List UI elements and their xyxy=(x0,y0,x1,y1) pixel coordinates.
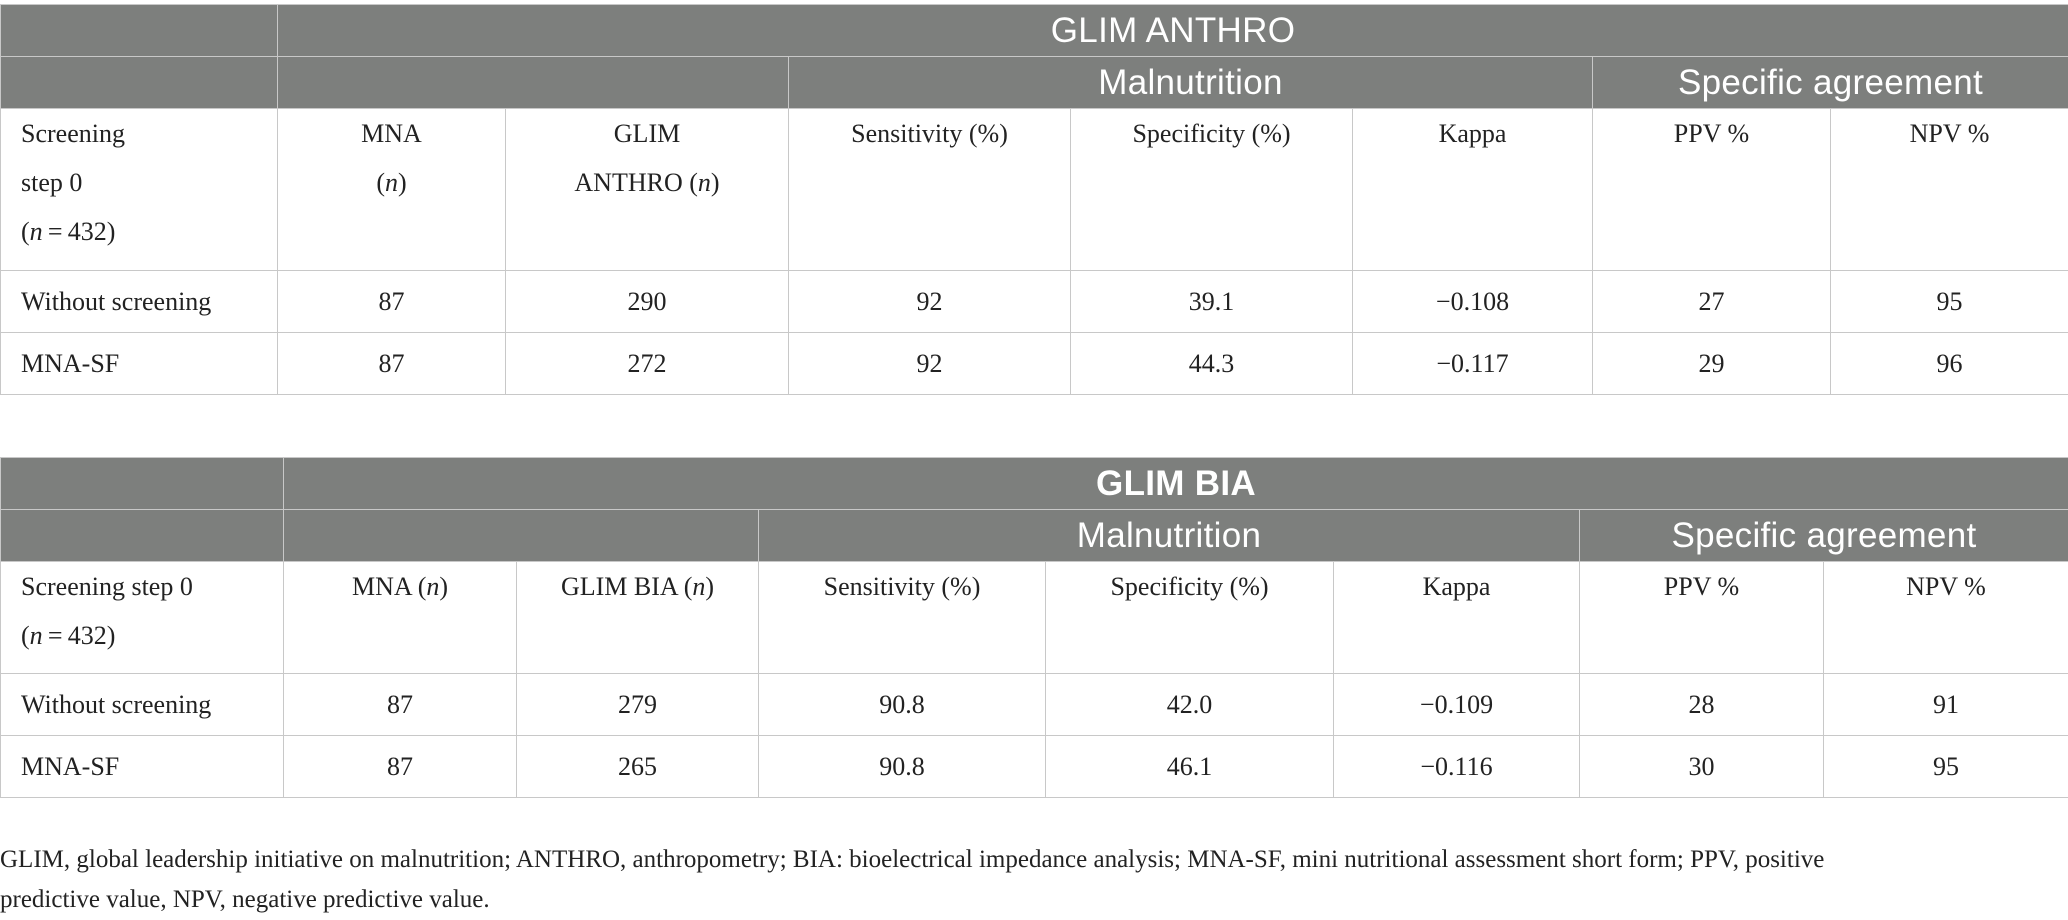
column-header-row xyxy=(1,109,2068,271)
cell-npv: 95 xyxy=(1824,736,2068,798)
cell-sensitivity: 92 xyxy=(789,333,1071,395)
col-header-kappa: Kappa xyxy=(1353,109,1593,271)
cell-glim: 290 xyxy=(506,271,789,333)
table-row xyxy=(1,674,2068,736)
group-header-malnutrition: Malnutrition xyxy=(759,510,1580,562)
cell-sensitivity: 90.8 xyxy=(759,674,1046,736)
footnote-line: GLIM, global leadership initiative on malnutrition; ANTHRO, anthropometry; BIA: bioelectrical impedance analysis; MNA-SF, mini nutritional assessment short form; PPV, positive xyxy=(0,846,1824,873)
col-header-mna: MNA (n) xyxy=(278,109,506,271)
footnote-line: predictive value, NPV, negative predictive value. xyxy=(0,886,490,913)
cell-npv: 95 xyxy=(1831,271,2068,333)
cell-glim: 279 xyxy=(517,674,759,736)
col-header-specificity: Specificity (%) xyxy=(1071,109,1353,271)
column-header-row xyxy=(1,562,2068,674)
cell-npv: 96 xyxy=(1831,333,2068,395)
cell-npv: 91 xyxy=(1824,674,2068,736)
col-header-npv: NPV % xyxy=(1831,109,2068,271)
cell-mna: 87 xyxy=(284,736,517,798)
cell-sensitivity: 92 xyxy=(789,271,1071,333)
cell-specificity: 46.1 xyxy=(1046,736,1334,798)
cell-kappa: −0.116 xyxy=(1334,736,1580,798)
col-header-ppv: PPV % xyxy=(1593,109,1831,271)
col-header-screening: Screening step 0 (n = 432) xyxy=(1,562,284,674)
cell-screening: Without screening xyxy=(1,271,278,333)
cell-specificity: 39.1 xyxy=(1071,271,1353,333)
glim-anthro-table xyxy=(0,4,2068,395)
cell-mna: 87 xyxy=(278,333,506,395)
col-header-screening: Screening step 0 (n = 432) xyxy=(1,109,278,271)
col-header-mna: MNA (n) xyxy=(284,562,517,674)
cell-mna: 87 xyxy=(284,674,517,736)
header-blank-cell xyxy=(1,510,284,562)
header-blank-cell xyxy=(284,510,759,562)
cell-screening: MNA-SF xyxy=(1,333,278,395)
col-header-npv: NPV % xyxy=(1824,562,2068,674)
cell-screening: Without screening xyxy=(1,674,284,736)
cell-specificity: 44.3 xyxy=(1071,333,1353,395)
col-header-sensitivity: Sensitivity (%) xyxy=(759,562,1046,674)
cell-ppv: 27 xyxy=(1593,271,1831,333)
header-blank-cell xyxy=(1,5,278,57)
cell-screening: MNA-SF xyxy=(1,736,284,798)
cell-kappa: −0.108 xyxy=(1353,271,1593,333)
table-footnote xyxy=(0,840,2060,920)
table-title: GLIM ANTHRO xyxy=(278,5,2068,57)
col-header-ppv: PPV % xyxy=(1580,562,1824,674)
cell-glim: 265 xyxy=(517,736,759,798)
header-blank-cell xyxy=(278,57,789,109)
col-header-glim: GLIM BIA (n) xyxy=(517,562,759,674)
cell-mna: 87 xyxy=(278,271,506,333)
table-title: GLIM BIA xyxy=(284,458,2068,510)
cell-kappa: −0.109 xyxy=(1334,674,1580,736)
glim-bia-table xyxy=(0,457,2068,798)
table-row xyxy=(1,736,2068,798)
cell-ppv: 29 xyxy=(1593,333,1831,395)
header-blank-cell xyxy=(1,57,278,109)
col-header-sensitivity: Sensitivity (%) xyxy=(789,109,1071,271)
col-header-specificity: Specificity (%) xyxy=(1046,562,1334,674)
header-blank-cell xyxy=(1,458,284,510)
cell-sensitivity: 90.8 xyxy=(759,736,1046,798)
cell-kappa: −0.117 xyxy=(1353,333,1593,395)
cell-ppv: 30 xyxy=(1580,736,1824,798)
group-header-specific-agreement: Specific agreement xyxy=(1580,510,2068,562)
table-row xyxy=(1,271,2068,333)
col-header-kappa: Kappa xyxy=(1334,562,1580,674)
cell-ppv: 28 xyxy=(1580,674,1824,736)
group-header-malnutrition: Malnutrition xyxy=(789,57,1593,109)
col-header-glim: GLIM ANTHRO (n) xyxy=(506,109,789,271)
group-header-specific-agreement: Specific agreement xyxy=(1593,57,2068,109)
cell-specificity: 42.0 xyxy=(1046,674,1334,736)
table-row xyxy=(1,333,2068,395)
cell-glim: 272 xyxy=(506,333,789,395)
